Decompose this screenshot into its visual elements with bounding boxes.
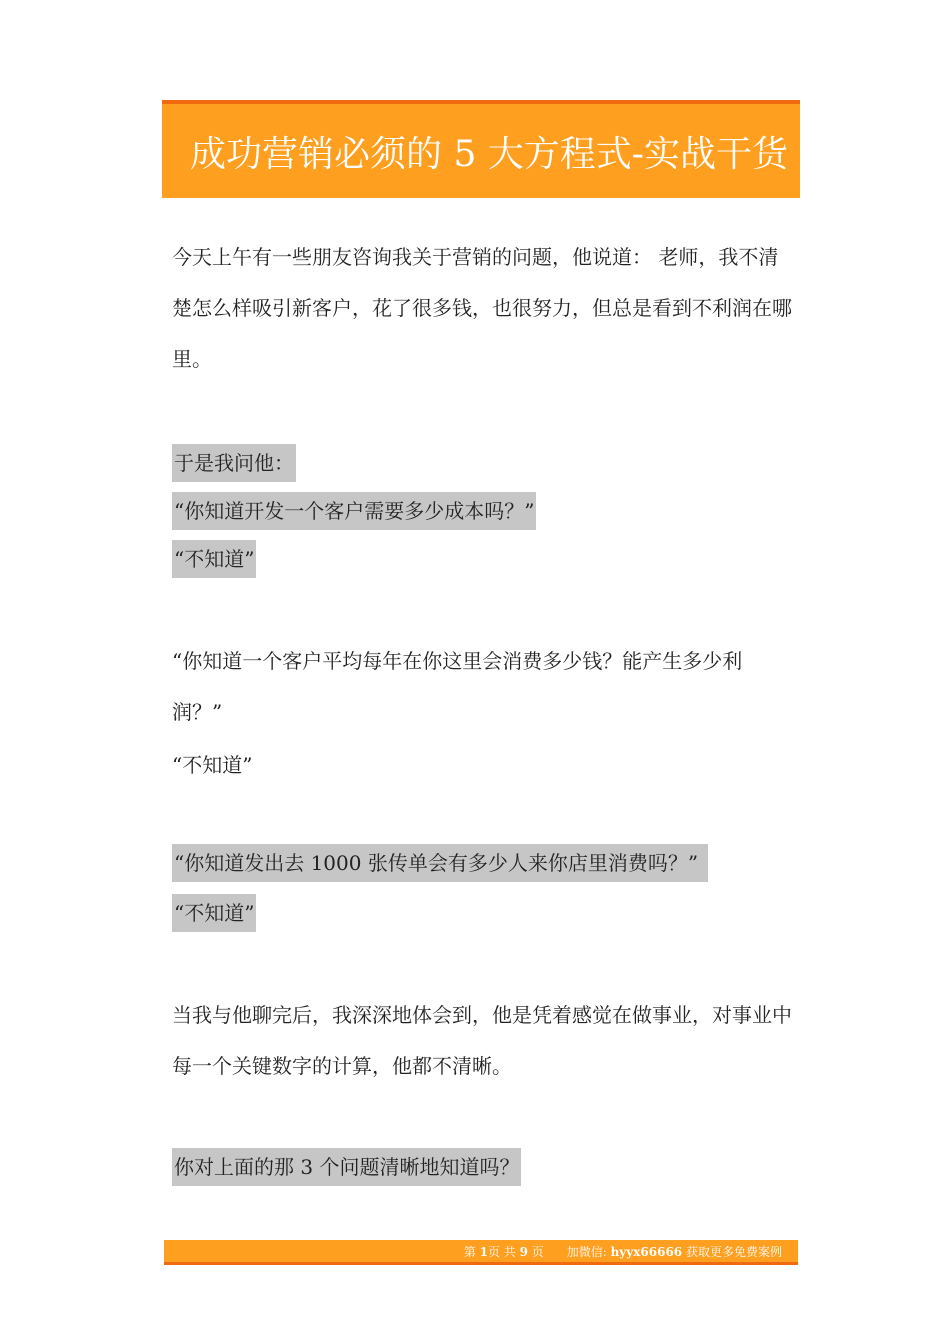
page-footer: [164, 1240, 798, 1265]
wechat-id: hyyx66666: [610, 1244, 683, 1259]
page-title: 成功营销必须的 5 大方程式-实战干货: [190, 133, 788, 175]
paragraph-reflection: 当我与他聊完后，我深深地体会到，他是凭着感觉在做事业，对事业中每一个关键数字的计算，他都不清晰。: [172, 1003, 792, 1078]
page-label-suffix: 页: [531, 1244, 544, 1259]
question-4: 你对上面的那 3 个问题清晰地知道吗？: [172, 1148, 521, 1186]
page-total: 9: [519, 1244, 528, 1259]
question-1: “你知道开发一个客户需要多少成本吗？”: [172, 492, 536, 530]
page-current: 1: [479, 1244, 488, 1259]
wechat-label: 加微信:: [566, 1244, 607, 1259]
answer-3: “不知道”: [172, 894, 256, 932]
title-banner: [162, 100, 800, 198]
paragraph-intro: 今天上午有一些朋友咨询我关于营销的问题，他说道： 老师，我不清楚怎么样吸引新客户，花了很多钱，也很努力，但总是看到不利润在哪里。: [172, 245, 792, 371]
page-label-mid: 页 共: [487, 1244, 516, 1259]
question-3: “你知道发出去 1000 张传单会有多少人来你店里消费吗？”: [172, 844, 708, 882]
answer-2: “不知道”: [172, 753, 253, 777]
answer-1: “不知道”: [172, 540, 256, 578]
question-intro: 于是我问他：: [172, 444, 296, 482]
page-label-prefix: 第: [463, 1244, 476, 1259]
question-2: “你知道一个客户平均每年在你这里会消费多少钱？能产生多少利润？”: [172, 649, 743, 724]
wechat-suffix: 获取更多免费案例: [685, 1244, 782, 1259]
footer-text: [464, 1243, 782, 1260]
